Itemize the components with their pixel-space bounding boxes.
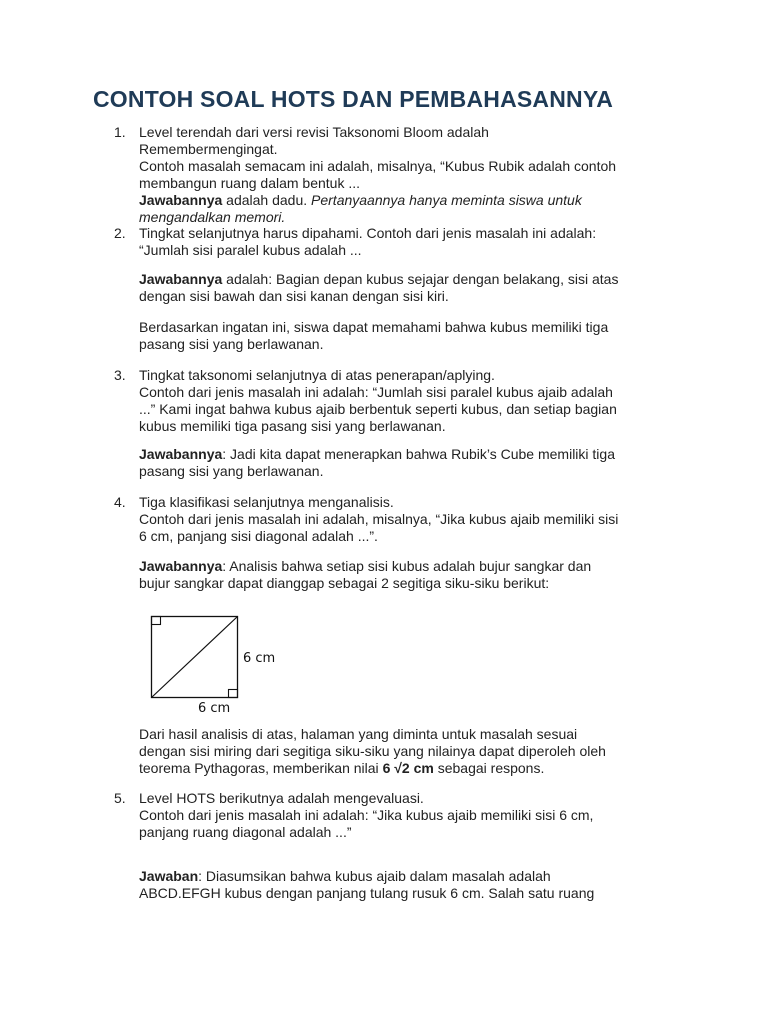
text-line: “Jumlah sisi paralel kubus adalah ... xyxy=(139,242,362,258)
text-line: Tiga klasifikasi selanjutnya menganalisis. xyxy=(139,494,394,510)
answer-label: Jawabannya xyxy=(139,271,223,287)
answer-text: : Jadi kita dapat menerapkan bahwa Rubik’s Cube memiliki tiga xyxy=(222,446,615,462)
right-angle-marker-bottom-right xyxy=(229,690,238,698)
page-title: CONTOH SOAL HOTS DAN PEMBAHASANNYA xyxy=(93,86,614,112)
answer-text: : Diasumsikan bahwa kubus ajaib dalam masalah adalah xyxy=(198,868,551,884)
text-line: panjang ruang diagonal adalah ...” xyxy=(139,824,352,840)
answer-line: ABCD.EFGH kubus dengan panjang tulang rusuk 6 cm. Salah satu ruang xyxy=(139,885,595,901)
side-label: 6 cm xyxy=(243,651,276,666)
answer-line xyxy=(139,209,679,226)
answer-label: Jawabannya xyxy=(139,558,223,574)
text-line: Contoh dari jenis masalah ini adalah, misalnya, “Jika kubus ajaib memiliki sisi xyxy=(139,511,619,527)
list-number: 3. xyxy=(114,367,126,383)
diagonal-line xyxy=(152,617,238,698)
answer-line xyxy=(139,192,679,209)
answer-line xyxy=(139,868,679,885)
answer-label: Jawaban xyxy=(139,868,199,884)
item-text xyxy=(139,494,679,545)
answer-block xyxy=(139,558,679,592)
text-line: Level HOTS berikutnya adalah mengevaluasi. xyxy=(139,790,424,806)
answer-line xyxy=(139,271,679,288)
answer-block xyxy=(139,271,679,305)
analysis-block xyxy=(139,726,679,777)
list-number: 4. xyxy=(114,494,126,510)
text-line: Level terendah dari versi revisi Taksonomi Bloom adalah xyxy=(139,124,489,140)
text-segment: teorema Pythagoras, memberikan nilai xyxy=(139,760,383,776)
text-line: Contoh dari jenis masalah ini adalah: “Jika kubus ajaib memiliki sisi 6 cm, xyxy=(139,807,594,823)
answer-block xyxy=(139,868,679,902)
list-number: 2. xyxy=(114,225,126,241)
text-line: Contoh masalah semacam ini adalah, misalnya, “Kubus Rubik adalah contoh xyxy=(139,158,617,174)
bottom-label: 6 cm xyxy=(198,701,231,716)
text-line xyxy=(139,760,679,777)
list-number: 5. xyxy=(114,790,126,806)
text-segment: sebagai respons. xyxy=(433,760,545,776)
text-line: Tingkat taksonomi selanjutnya di atas penerapan/aplying. xyxy=(139,367,495,383)
text-line: dengan sisi miring dari segitiga siku-siku yang nilainya dapat diperoleh oleh xyxy=(139,743,606,759)
text-line: Berdasarkan ingatan ini, siswa dapat memahami bahwa kubus memiliki tiga xyxy=(139,319,609,335)
answer-value: 6 √2 cm xyxy=(382,760,434,776)
text-line: Tingkat selanjutnya harus dipahami. Contoh dari jenis masalah ini adalah: xyxy=(139,225,597,241)
item-text xyxy=(139,124,679,226)
answer-italic: mengandalkan memori. xyxy=(139,209,286,225)
text-line: membangun ruang dalam bentuk ... xyxy=(139,175,361,191)
answer-line: pasang sisi yang berlawanan. xyxy=(139,463,324,479)
extra-block xyxy=(139,319,679,353)
text-line: 6 cm, panjang sisi diagonal adalah ...”. xyxy=(139,528,378,544)
answer-italic: Pertanyaannya hanya meminta siswa untuk xyxy=(311,192,582,208)
answer-text: adalah: Bagian depan kubus sejajar dengan belakang, sisi atas xyxy=(222,271,619,287)
answer-label: Jawabannya xyxy=(139,446,223,462)
item-text xyxy=(139,367,679,435)
answer-line: bujur sangkar dapat dianggap sebagai 2 segitiga siku-siku berikut: xyxy=(139,575,550,591)
answer-text: adalah dadu. xyxy=(222,192,312,208)
text-line: Remembermengingat. xyxy=(139,141,278,157)
text-line: pasang sisi yang berlawanan. xyxy=(139,336,324,352)
text-line: ...” Kami ingat bahwa kubus ajaib berbentuk seperti kubus, dan setiap bagian xyxy=(139,401,617,417)
answer-text: : Analisis bahwa setiap sisi kubus adalah bujur sangkar dan xyxy=(222,558,592,574)
item-text xyxy=(139,225,679,259)
right-angle-marker-top-left xyxy=(152,617,161,625)
text-line: kubus memiliki tiga pasang sisi yang berlawanan. xyxy=(139,418,446,434)
list-number: 1. xyxy=(114,124,126,140)
answer-line: dengan sisi bawah dan sisi kanan dengan sisi kiri. xyxy=(139,288,449,304)
text-line: Contoh dari jenis masalah ini adalah: “Jumlah sisi paralel kubus ajaib adalah xyxy=(139,384,613,400)
answer-label: Jawabannya xyxy=(139,192,223,208)
answer-block xyxy=(139,446,679,480)
item-text xyxy=(139,790,679,841)
square-diagram xyxy=(140,606,310,718)
answer-line xyxy=(139,446,679,463)
text-line: Dari hasil analisis di atas, halaman yang diminta untuk masalah sesuai xyxy=(139,726,578,742)
answer-line xyxy=(139,558,679,575)
